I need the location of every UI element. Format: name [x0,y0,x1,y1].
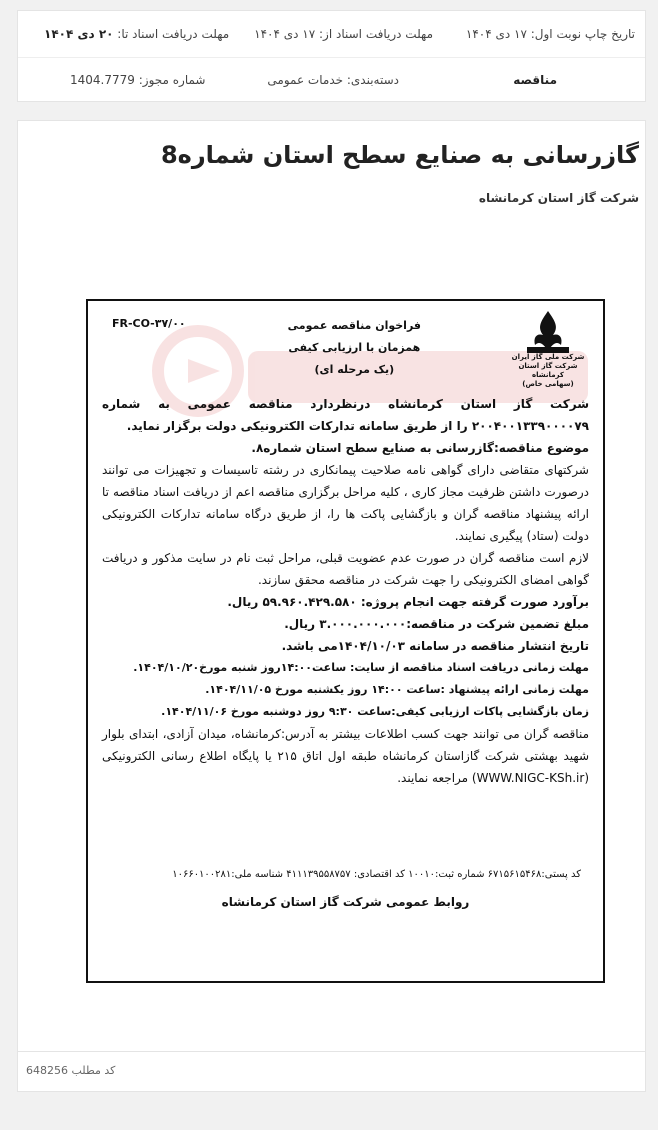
ad-opening-time: زمان بازگشایی پاکات ارزیابی کیفی:ساعت ۹:۳۰ روز دوشنبه مورخ ۱۴۰۴/۱۱/۰۶. [161,705,589,718]
print-date: تاریخ چاپ نوبت اول: ۱۷ دی ۱۴۰۴ [465,27,635,41]
tender-category: دسته‌بندی: خدمات عمومی [267,73,399,87]
logo-caption-line1: شرکت ملی گاز ایران [511,353,585,361]
permit-number [70,73,206,87]
advertisement-image[interactable] [86,299,605,983]
permit-value: 1404.7779 [70,73,135,87]
doc-receive-to-label: مهلت دریافت اسناد تا: [117,27,230,41]
logo-caption-line2: شرکت گاز استان کرمانشاه [518,362,578,379]
info-row-meta [18,57,645,103]
ad-contact: مناقصه گران می توانند جهت کسب اطلاعات بیشتر به آدرس:کرمانشاه، میدان آزادی، ابتدای بلوار شهید بهشتی شرکت گازاستان کرمانشاه طبقه اول اتاق ۲۱۵ یا پایگاه اطلاع رسانی الکترونیکی (WWW.NIGC-KSh.ir) مراجعه نمایند. [102,727,589,785]
ad-guarantee: مبلغ تضمین شرکت در مناقصه:۳.۰۰۰.۰۰۰.۰۰۰ ریال. [284,617,589,631]
permit-label: شماره مجوز: [138,73,206,87]
ad-eligibility: شرکتهای متقاضی دارای گواهی نامه صلاحیت پیمانکاری در رشته تاسیسات و تجهیزات می توانند درصورت داشتن ظرفیت مجاز کاری ، کلیه مراحل برگزاری مناقصه اعم از دریافت اسناد مناقصه تا ارائه پیشنهاد مناقصه گران و بازگشایی پاکت ها را، از طریق درگاه سامانه تدارکات الکترونیکی دولت (ستاد) پیگیری نمایند. [102,463,589,543]
ad-company-ids: کد پستی:۶۷۱۵۶۱۵۴۶۸ شماره ثبت:۱۰۰۱۰ کد اقتصادی: ۴۱۱۱۳۹۵۵۸۷۵۷ شناسه ملی:۱۰۶۶۰۱۰۰۲۸۱ [172,869,581,880]
doc-receive-to [44,27,229,41]
logo-caption [503,353,593,389]
ad-publish-date: تاریخ انتشار مناقصه در سامانه ۱۴۰۴/۱۰/۰۳می باشد. [281,639,589,653]
tender-info-card [17,10,646,102]
ad-header [288,315,421,381]
ad-header-line1: فراخوان مناقصه عمومی [287,319,421,332]
logo-caption-line3: (سهامی خاص) [522,380,574,388]
ad-body [102,393,589,789]
tender-code: کد مطلب 648256 [26,1064,116,1077]
ad-offer-deadline: مهلت زمانی ارائه پیشنهاد :ساعت ۱۴:۰۰ روز یکشنبه مورخ ۱۴۰۴/۱۱/۰۵. [205,683,589,696]
ad-header-line3: (یک مرحله ای) [314,363,395,376]
page-title: گازرسانی به صنایع سطح استان شماره8 [160,141,639,169]
ad-signature: روابط عمومی شرکت گاز استان کرمانشاه [221,895,470,909]
info-row-dates [18,11,645,58]
ad-estimate: برآورد صورت گرفته جهت انجام پروژه: ۵۹.۹۶۰.۴۲۹.۵۸۰ ریال. [227,595,589,609]
form-code: FR-CO-۳۷/۰۰ [112,317,186,330]
ad-registration: لازم است مناقصه گران در صورت عدم عضویت قبلی، مراحل ثبت نام در سایت مذکور و دریافت گواهی امضای الکترونیکی را جهت شرکت در مناقصه محقق سازند. [102,551,589,587]
doc-receive-from: مهلت دریافت اسناد از: ۱۷ دی ۱۴۰۴ [254,27,433,41]
tender-type: مناقصه [513,73,557,87]
ad-subject: موضوع مناقصه:گازرسانی به صنایع سطح استان شماره۸. [251,441,589,455]
ad-intro: شرکت گاز استان کرمانشاه درنظردارد مناقصه عمومی به شماره ۲۰۰۴۰۰۱۳۳۹۰۰۰۰۷۹ را از طریق سامانه تدارکات الکترونیکی دولت برگزار نماید. [102,397,589,433]
company-name: شرکت گاز استان کرمانشاه [478,191,639,205]
ad-header-line2: همزمان با ارزیابی کیفی [288,341,421,354]
tender-footer [17,1052,646,1092]
tender-main-card [17,120,646,1052]
doc-receive-to-value: ۲۰ دی ۱۴۰۴ [44,27,114,41]
ad-doc-deadline: مهلت زمانی دریافت اسناد مناقصه از سایت: ساعت۱۴:۰۰روز شنبه مورخ۱۴۰۴/۱۰/۲۰. [133,661,589,674]
